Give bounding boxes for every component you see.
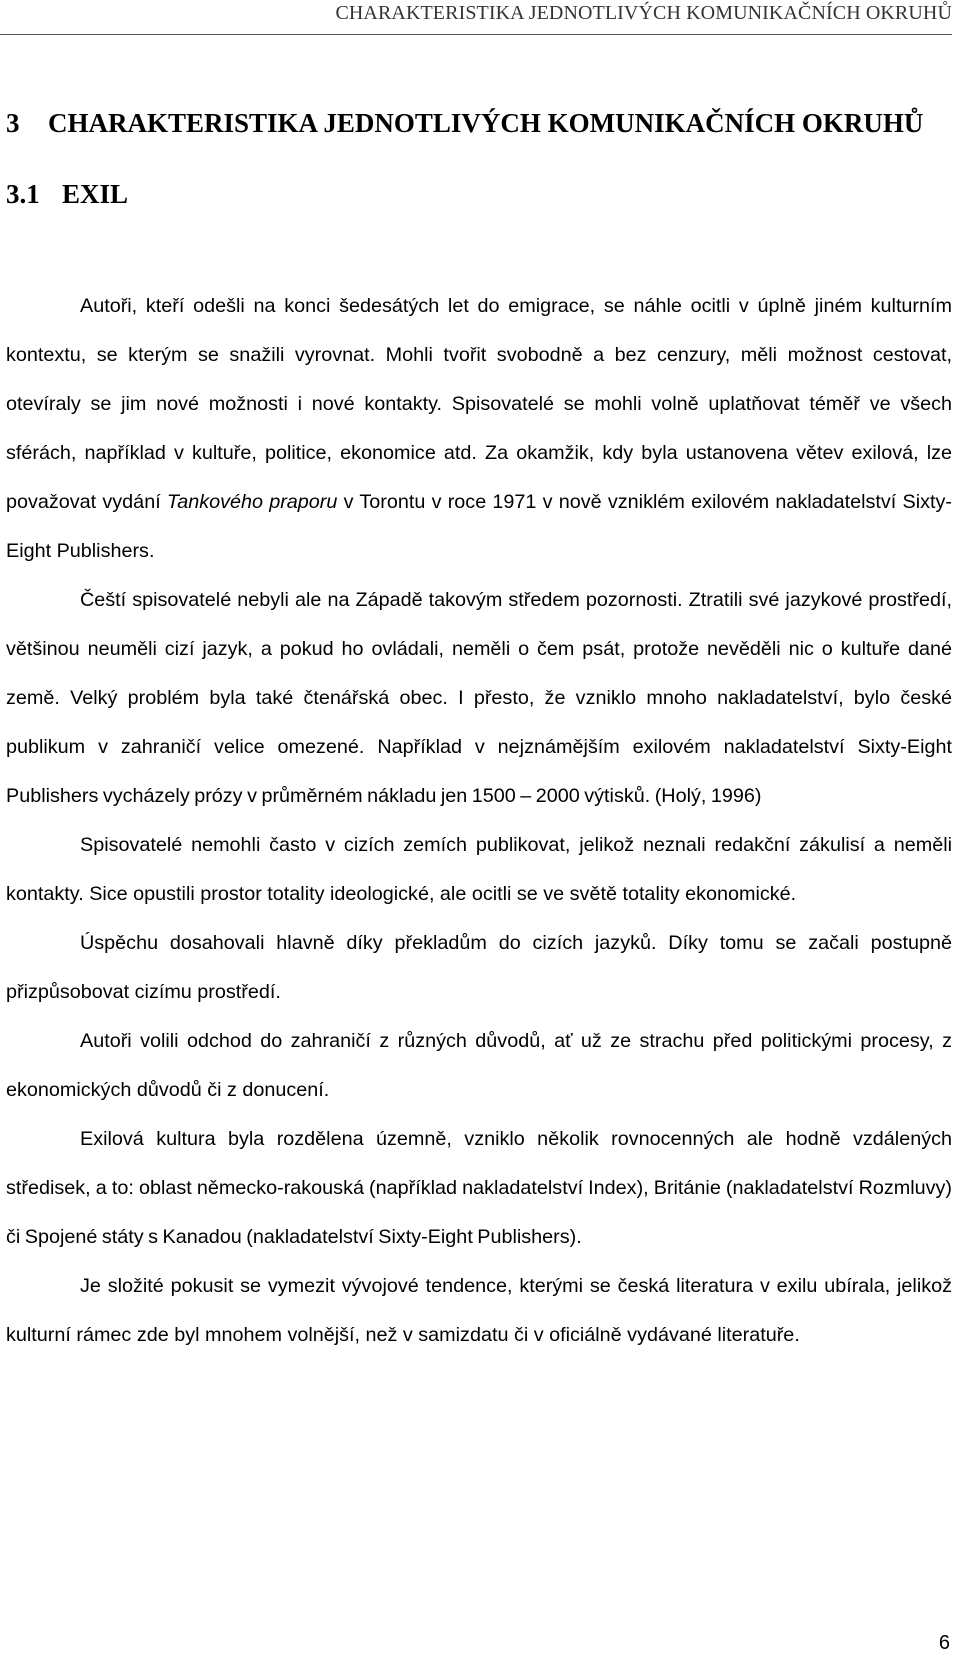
paragraph-2: Čeští spisovatelé nebyli ale na Západě takovým středem pozornosti. Ztratili své jazykové prostředí, většinou neuměli cizí jazyk, a pokud ho ovládali, neměli o čem psát, protože nevěděli nic o kultuře dané země. Velký problém byla také čtenářská obec. I přesto, že vzniklo mnoho nakladatelství, bylo české publikum v zahraničí velice omezené. Například v nejznámějším exilovém nakladatelství Sixty-Eight Publishers vycházely prózy v průměrném nákladu jen 1500 – 2000 výtisků. (Holý, 1996) bbox=[6, 589, 952, 807]
section-heading bbox=[6, 179, 128, 210]
paragraph-3: Spisovatelé nemohli často v cizích zemích publikovat, jelikož neznali redakční zákulisí a neměli kontakty. Sice opustili prostor totality ideologické, ale ocitli se ve světě totality ekonomické. bbox=[6, 834, 952, 905]
body-text bbox=[6, 282, 952, 1360]
paragraph-1-text-a: Autoři, kteří odešli na konci šedesátých let do emigrace, se náhle ocitli v úplně jiném kulturním kontextu, se kterým se snažili vyrovnat. Mohli tvořit svobodně a bez cenzury, měli možnost cestovat, otevíraly se jim nové možnosti i nové kontakty. Spisovatelé se mohli volně uplatňovat téměř ve všech sférách, například v kultuře, politice, ekonomice atd. Za okamžik, kdy byla ustanovena větev exilová, lze považovat vydání bbox=[6, 295, 952, 513]
book-title-italic: Tankového praporu bbox=[166, 491, 338, 513]
page-number: 6 bbox=[938, 1632, 950, 1654]
section-number: 3.1 bbox=[6, 179, 40, 209]
chapter-number: 3 bbox=[6, 108, 20, 138]
paragraph-7: Je složité pokusit se vymezit vývojové tendence, kterými se česká literatura v exilu ubírala, jelikož kulturní rámec zde byl mnohem volnější, než v samizdatu či v oficiálně vydávané literatuře. bbox=[6, 1275, 952, 1346]
section-title: EXIL bbox=[62, 179, 129, 209]
chapter-heading bbox=[6, 108, 923, 139]
paragraph-5: Autoři volili odchod do zahraničí z různých důvodů, ať už ze strachu před politickými procesy, z ekonomických důvodů či z donucení. bbox=[6, 1030, 952, 1101]
header-divider bbox=[0, 34, 952, 35]
paragraph-4: Úspěchu dosahovali hlavně díky překladům do cizích jazyků. Díky tomu se začali postupně přizpůsobovat cizímu prostředí. bbox=[6, 932, 952, 1003]
paragraph-6: Exilová kultura byla rozdělena územně, vzniklo několik rovnocenných ale hodně vzdálených středisek, a to: oblast německo-rakouská (například nakladatelství Index), Británie (nakladatelství Rozmluvy) či Spojené státy s Kanadou (nakladatelství Sixty-Eight Publishers). bbox=[6, 1128, 952, 1248]
running-header: CHARAKTERISTIKA JEDNOTLIVÝCH KOMUNIKAČNÍCH OKRUHŮ bbox=[335, 2, 952, 24]
paragraph-1-text-b: v Torontu v roce 1971 v nově vzniklém exilovém nakladatelství Sixty-Eight Publishers. bbox=[6, 491, 952, 562]
paragraph-1 bbox=[6, 282, 952, 576]
chapter-title: CHARAKTERISTIKA JEDNOTLIVÝCH KOMUNIKAČNÍCH OKRUHŮ bbox=[48, 108, 924, 138]
